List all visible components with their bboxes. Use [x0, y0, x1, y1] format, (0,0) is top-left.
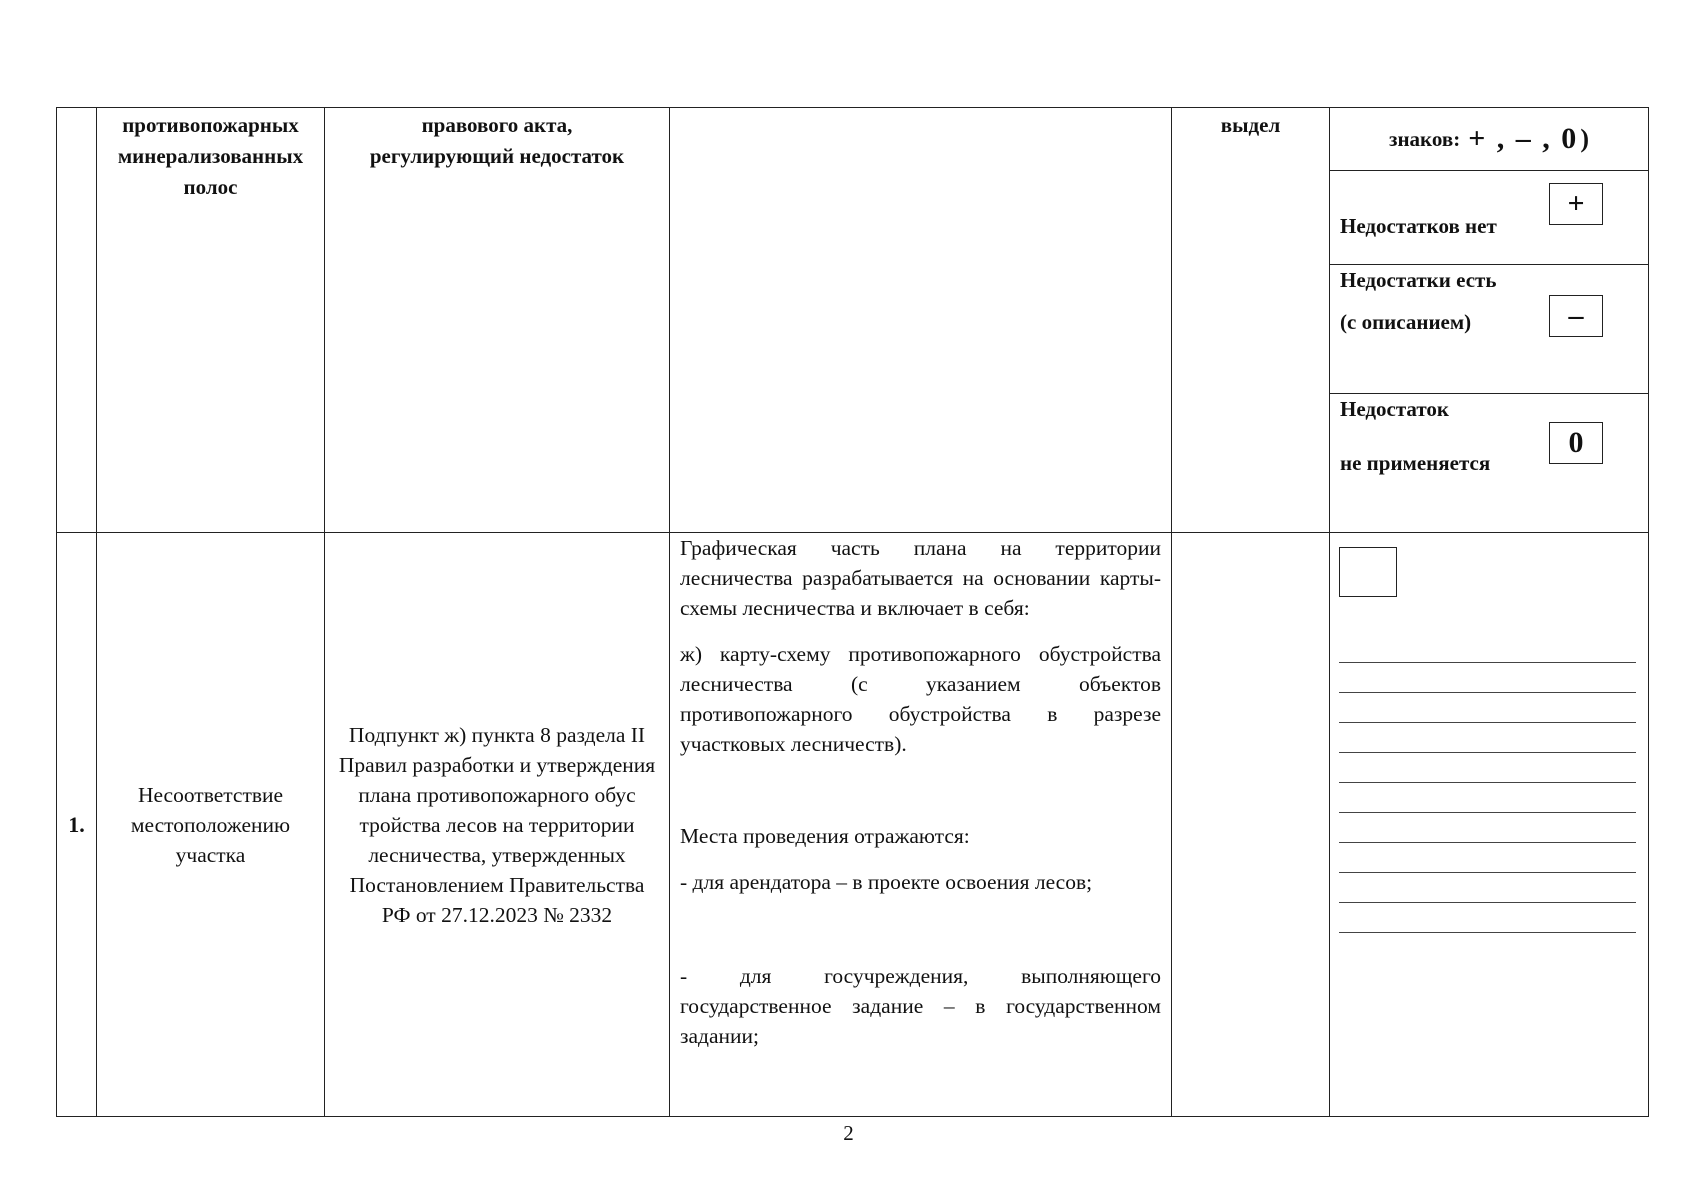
table-row	[57, 533, 1649, 1117]
header-allotment-cell	[1172, 108, 1330, 533]
row-description	[670, 533, 1171, 1051]
header-defect-label: противопожарных минерализованных полос	[117, 113, 304, 199]
notes-line[interactable]	[1339, 783, 1636, 813]
legend-not-applicable-line2: не применяется	[1340, 451, 1491, 475]
description-paragraph-4: - для арендатора – в проекте освоения лесов;	[680, 870, 1093, 894]
row-legal-act: Подпункт ж) пункта 8 раздела II Правил разработки и утверждения плана противопожарного обус тройства лесов на территории лесничества, утвержденных Постановлением Правительства РФ от 27.12.2023 № 2332	[325, 533, 670, 1117]
legend-title-section	[1330, 108, 1648, 171]
legend-not-applicable-section	[1330, 394, 1648, 532]
notes-line[interactable]	[1339, 813, 1636, 843]
header-legal-act-cell	[325, 108, 670, 533]
legend-defects-section	[1330, 265, 1648, 394]
notes-spacer	[1330, 597, 1648, 633]
notes-line[interactable]	[1339, 753, 1636, 783]
legend-plus-box: +	[1549, 183, 1603, 225]
row-allotment	[1172, 533, 1330, 1117]
header-allotment-label: выдел	[1220, 113, 1281, 137]
header-row	[57, 108, 1649, 533]
legend-symbols: + , – , 0	[1468, 122, 1579, 155]
description-paragraph-3: Места проведения отражаются:	[680, 824, 970, 848]
row-number: 1.	[57, 533, 97, 1117]
description-paragraph-2: ж) карту-схему противопожарного обустройства лесничества (с указанием объектов противопожарного обустройства в разрезе участковых лесничеств).	[680, 642, 1161, 756]
notes-line[interactable]	[1339, 693, 1636, 723]
notes-line[interactable]	[1339, 663, 1636, 693]
header-legal-act-line2: регулирующий недостаток	[369, 144, 625, 168]
notes-line[interactable]	[1339, 873, 1636, 903]
legend-defects-line1: Недостатки есть	[1340, 268, 1497, 292]
legend-no-defects-label: Недостатков нет	[1340, 214, 1497, 238]
legend-zero-box: 0	[1549, 422, 1603, 464]
legend-close-paren: )	[1580, 124, 1589, 153]
header-legal-act-line1: правового акта,	[421, 113, 573, 137]
mark-checkbox[interactable]	[1339, 547, 1397, 597]
inspection-table	[56, 107, 1649, 1117]
header-defect-cell	[97, 108, 325, 533]
header-number-cell	[57, 108, 97, 533]
page-number: 2	[843, 1121, 854, 1145]
row-defect: Несоответствие местоположению участка	[97, 533, 325, 1117]
legend-not-applicable-line1: Недостаток	[1340, 397, 1449, 421]
row-description-cell	[670, 533, 1172, 1117]
legend-defects-label	[1340, 265, 1496, 337]
notes-line[interactable]	[1339, 723, 1636, 753]
legend-title-text: знаков:	[1389, 126, 1461, 151]
header-legal-act-label	[325, 108, 669, 172]
notes-line[interactable]	[1339, 903, 1636, 933]
legend-defects-line2: (с описанием)	[1340, 310, 1472, 334]
legend-no-defects-section	[1330, 171, 1648, 265]
notes-line[interactable]	[1339, 843, 1636, 873]
notes-line[interactable]	[1339, 633, 1636, 663]
description-paragraph-5: - для госучреждения, выполняющего государственное задание – в государственном задании;	[680, 964, 1161, 1048]
legend-title	[1330, 108, 1648, 170]
legend-not-applicable-label	[1340, 394, 1490, 478]
row-notes-cell	[1330, 533, 1649, 1117]
header-description-cell	[670, 108, 1172, 533]
symbol-legend	[1330, 108, 1648, 532]
header-legend-cell	[1330, 108, 1649, 533]
description-paragraph-1: Графическая часть плана на территории лесничества разрабатывается на основании карты-схемы лесничества и включает в себя:	[680, 536, 1161, 620]
legend-minus-box: –	[1549, 295, 1603, 337]
